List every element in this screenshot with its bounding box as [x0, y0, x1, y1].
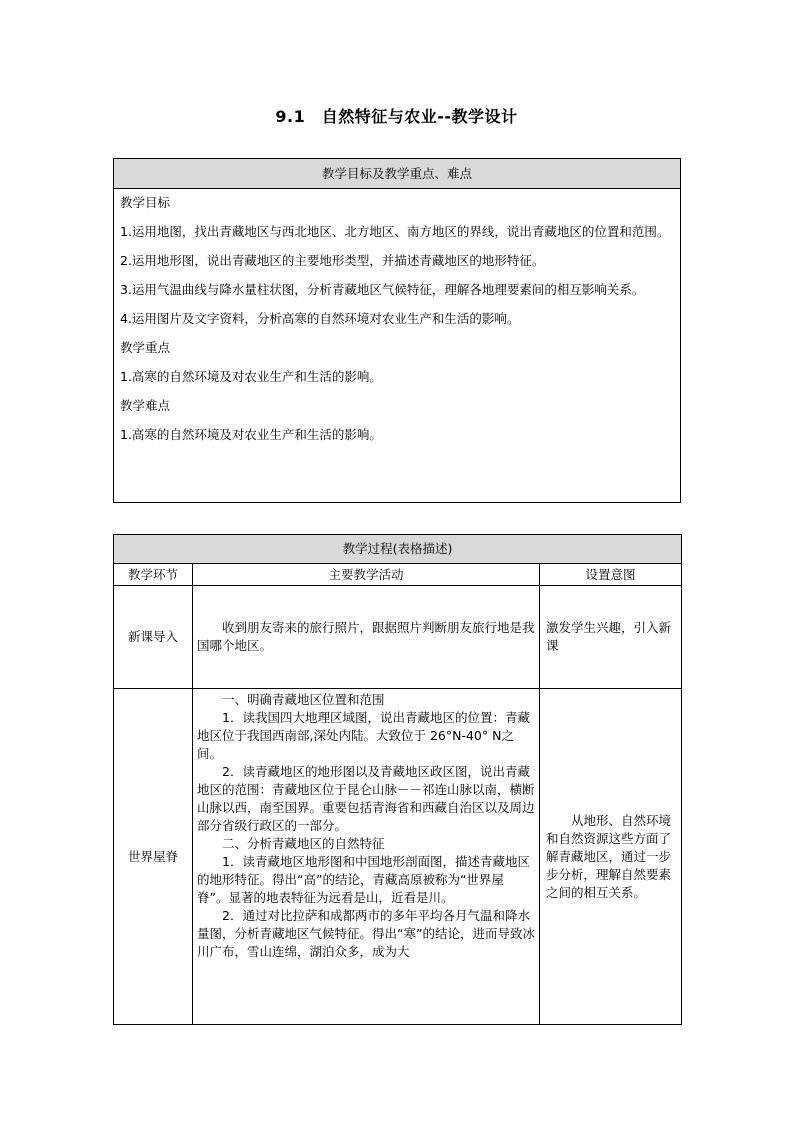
table-row: [114, 586, 682, 689]
goal-item-3: 3.运用气温曲线与降水量柱状图，分析青藏地区气候特征，理解各地理要素间的相互影响关系。: [120, 282, 645, 297]
activity-paragraph: 1．读我国四大地理区域图，说出青藏地区的位置：青藏地区位于我国西南部,深处内陆。大致位于 26°N-40° N之间。: [197, 710, 530, 761]
activity-paragraph: 2．通过对比拉萨和成都两市的多年平均各月气温和降水量图，分析青藏地区气候特征。得出“寒”的结论，进而导致冰川广布，雪山连绵，湖泊众多，成为大: [197, 908, 535, 959]
goal-item-1: 1.运用地图，找出青藏地区与西北地区、北方地区、南方地区的界线，说出青藏地区的位置和范围。: [120, 224, 670, 239]
activity-paragraph: 2．读青藏地区的地形图以及青藏地区政区图，说出青藏地区的范围：青藏地区位于昆仑山脉－－祁连山脉以南，横断山脉以西，南至国界。重要包括青海省和西藏自治区以及周边部分省级行政区的一部分。: [197, 764, 535, 833]
goal-item-2: 2.运用地形图，说出青藏地区的主要地形类型，并描述青藏地区的地形特征。: [120, 253, 545, 268]
intent-paragraph: 从地形、自然环境和自然资源这些方面了解青藏地区，通过一步步分析，理解自然要素之间的相互关系。: [546, 812, 672, 900]
column-header-activity: 主要教学活动: [193, 564, 540, 586]
table-row: [114, 689, 682, 1025]
column-header-intent: 设置意图: [540, 564, 682, 586]
activity-section-heading: 二、分析青藏地区的自然特征: [222, 836, 385, 851]
difficulties-heading: 教学难点: [120, 398, 171, 413]
activity-paragraph: 1．读青藏地区地形图和中国地形剖面图，描述青藏地区的地形特征。得出“高”的结论，青藏高原被称为“世界屋脊”。显著的地表特征为远看是山，近看是川。: [197, 854, 530, 905]
stage-cell: 世界屋脊: [114, 689, 193, 1025]
process-table: [113, 534, 682, 1025]
goals-table-header: 教学目标及教学重点、难点: [114, 159, 681, 189]
goal-item-4: 4.运用图片及文字资料，分析高寒的自然环境对农业生产和生活的影响。: [120, 311, 520, 326]
activity-paragraph: 收到朋友寄来的旅行照片，跟据照片判断朋友旅行地是我国哪个地区。: [197, 620, 535, 653]
column-header-stage: 教学环节: [114, 564, 193, 586]
difficulty-item-1: 1.高寒的自然环境及对农业生产和生活的影响。: [120, 427, 382, 442]
activity-cell: [193, 689, 540, 1025]
goals-table: [113, 158, 681, 503]
goals-table-body: [114, 189, 681, 503]
intent-cell: 激发学生兴趣，引入新课: [540, 586, 682, 689]
process-table-header: 教学过程(表格描述): [114, 535, 682, 564]
key-points-heading: 教学重点: [120, 340, 171, 355]
activity-section-heading: 一、明确青藏地区位置和范围: [222, 692, 385, 707]
stage-cell: 新课导入: [114, 586, 193, 689]
intent-cell: [540, 689, 682, 1025]
key-point-item-1: 1.高寒的自然环境及对农业生产和生活的影响。: [120, 369, 382, 384]
goals-heading: 教学目标: [120, 195, 171, 210]
document-title: 9.1 自然特征与农业--教学设计: [275, 107, 518, 126]
activity-cell: [193, 586, 540, 689]
